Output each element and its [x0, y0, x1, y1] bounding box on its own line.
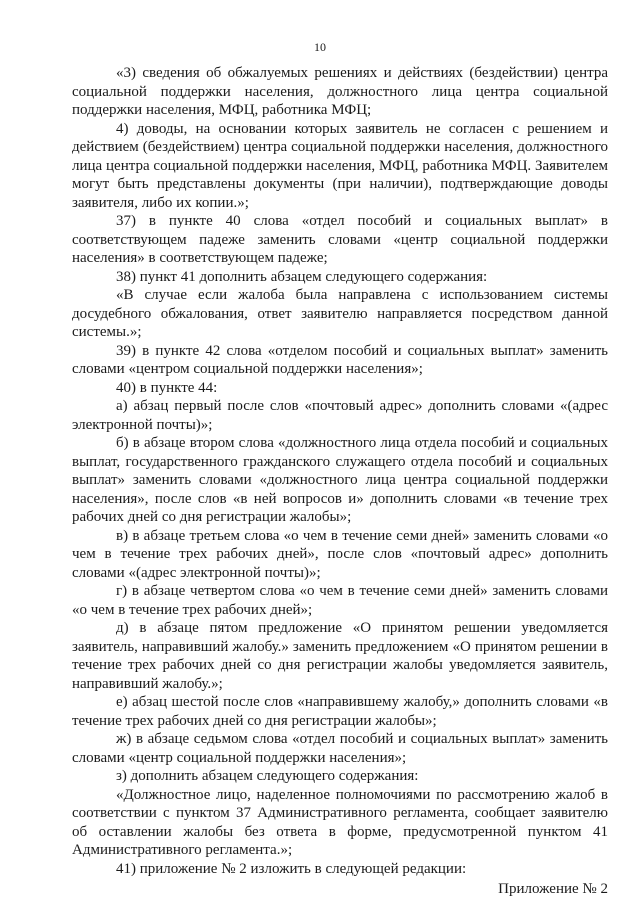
paragraph-item-3-contents: «3) сведения об обжалуемых решениях и действиях (бездействии) центра социальной поддержки населения, должностного лица центра социальной поддержки населения, МФЦ, работника МФЦ;: [72, 65, 608, 118]
document-body: [72, 64, 608, 899]
paragraph-amendment-38: 38) пункт 41 дополнить абзацем следующего содержания:: [116, 268, 488, 285]
paragraph-amendment-37: 37) в пункте 40 слова «отдел пособий и социальных выплат» в соответствующем падеже заменить словами «центр социальной поддержки населения» в соответствующем падеже;: [72, 213, 608, 266]
paragraph-amendment-40-z-text: «Должностное лицо, наделенное полномочиями по рассмотрению жалоб в соответствии с пунктом 37 Административного регламента, сообщает заявителю об оставлении жалобы без ответа в форме, предусмотренной пунктом 41 Административного регламента.»;: [72, 786, 608, 858]
paragraph-amendment-40-g: г) в абзаце четвертом слова «о чем в течение семи дней» заменить словами «о чем в течение трех рабочих дней»;: [72, 583, 608, 618]
paragraph-amendment-38-text: «В случае если жалоба была направлена с использованием системы досудебного обжалования, ответ заявителю направляется посредством данной системы.»;: [72, 287, 608, 340]
paragraph-amendment-40-a: а) абзац первый после слов «почтовый адрес» дополнить словами «(адрес электронной почты)»;: [72, 398, 608, 433]
page-number: 10: [314, 40, 326, 54]
appendix-label: Приложение № 2: [498, 881, 608, 897]
paragraph-amendment-39: 39) в пункте 42 слова «отделом пособий и социальных выплат» заменить словами «центром социальной поддержки населения»;: [72, 342, 608, 377]
paragraph-amendment-40-v: в) в абзаце третьем слова «о чем в течение семи дней» заменить словами «о чем в течение трех рабочих дней», после слов «почтовый адрес» дополнить словами «(адрес электронной почты)»;: [72, 527, 608, 581]
paragraph-amendment-40-z: з) дополнить абзацем следующего содержания:: [116, 768, 419, 784]
paragraph-amendment-40: 40) в пункте 44:: [116, 379, 218, 396]
paragraph-amendment-40-zh: ж) в абзаце седьмом слова «отдел пособий и социальных выплат» заменить словами «центр социальной поддержки населения»;: [72, 731, 608, 766]
paragraph-amendment-40-b: б) в абзаце втором слова «должностного лица отдела пособий и социальных выплат, государственного гражданского служащего отдела пособий и социальных выплат» заменить словами «должностного лица центра социальной поддержки населения», после слов «в ней вопросов и» дополнить словами «в течение трех рабочих дней со дня регистрации жалобы»;: [72, 435, 608, 525]
paragraph-amendment-41: 41) приложение № 2 изложить в следующей редакции:: [116, 860, 467, 877]
paragraph-amendment-40-d: д) в абзаце пятом предложение «О принятом решении уведомляется заявитель, направивший жалобу.» заменить предложением «О принятом решении в течение трех рабочих дней со дня регистрации жалобы уведомляется заявитель, направивший жалобу.»;: [72, 620, 608, 692]
paragraph-item-4-arguments: 4) доводы, на основании которых заявитель не согласен с решением и действием (бездействием) центра социальной поддержки населения, должностного лица центра социальной поддержки населения, МФЦ, работника МФЦ. Заявителем могут быть представлены документы (при наличии), подтверждающие доводы заявителя, либо их копии.»;: [72, 120, 608, 211]
paragraph-amendment-40-e: е) абзац шестой после слов «направившему жалобу,» дополнить словами «в течение трех рабочих дней со дня регистрации жалобы»;: [72, 694, 608, 729]
